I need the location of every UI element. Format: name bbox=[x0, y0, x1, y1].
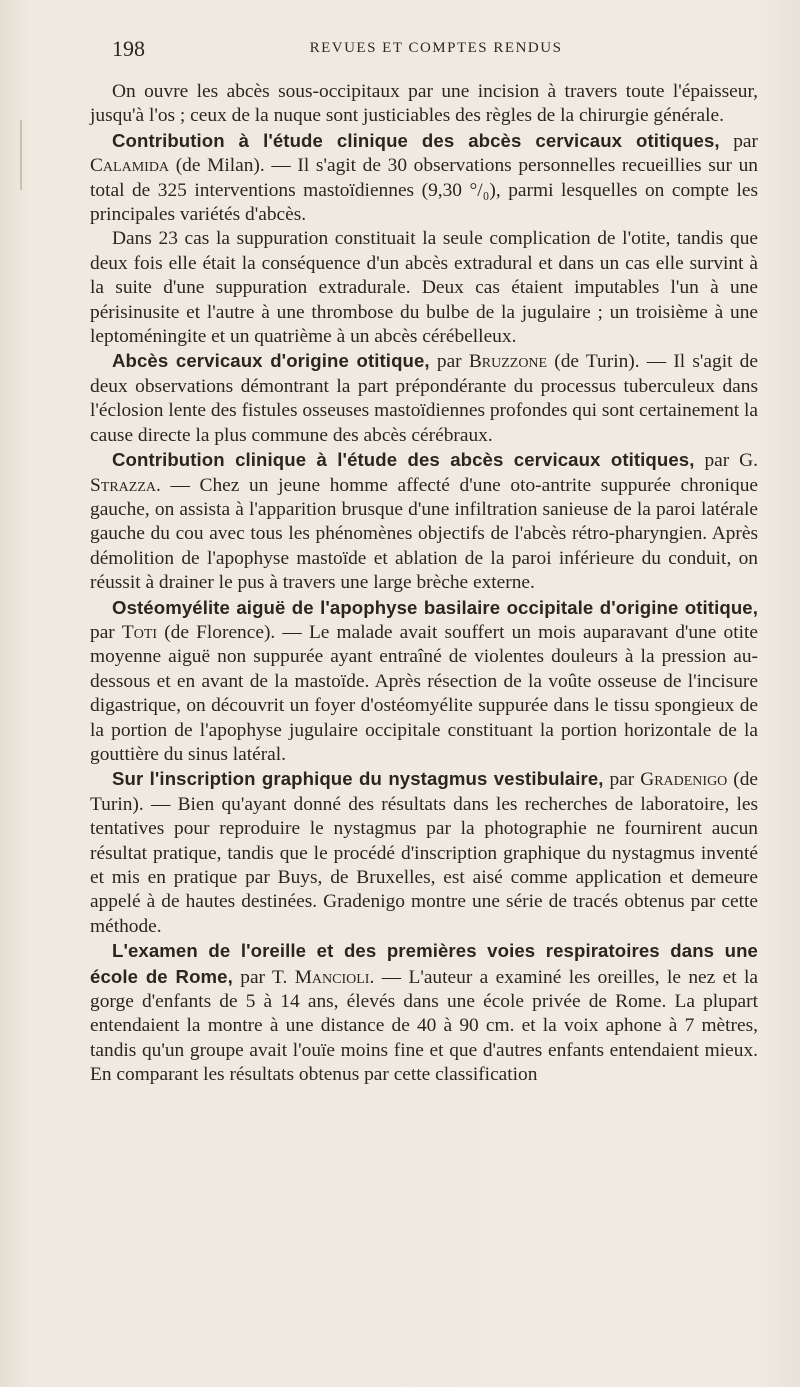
article-byline-lead: par bbox=[429, 351, 469, 373]
article-entry bbox=[90, 939, 758, 1087]
page-header bbox=[112, 36, 760, 64]
article-author: Toti bbox=[121, 621, 158, 643]
article-heading: Contribution à l'étude clinique des abcès cervicaux otitiques, bbox=[112, 129, 720, 151]
article-text: (de Florence). — Le malade avait souffert un mois auparavant d'une otite moyenne aiguë non suppurée ayant entraîné de violentes douleurs à la pression au-dessous et en avant de la mastoïde. Après résection de la voûte osseuse de l'incisure digastrique, on découvrit un foyer d'ostéomyélite suppurée dans le tissu spongieux de la portion de l'apophyse jugulaire occipitale constituant la portion horizontale de la gouttière du sinus latéral. bbox=[90, 621, 758, 765]
article-heading: Ostéomyélite aiguë de l'apophyse basilaire occipitale d'origine otitique, bbox=[112, 596, 758, 618]
paragraph bbox=[90, 80, 758, 129]
running-head: REVUES ET COMPTES RENDUS bbox=[309, 40, 563, 56]
article-entry bbox=[90, 129, 758, 228]
page-number: 198 bbox=[112, 36, 145, 61]
article-author: Calamida bbox=[90, 155, 170, 177]
article-author: Bruzzone bbox=[468, 351, 548, 373]
article-byline-lead: par bbox=[90, 621, 122, 643]
article-text: . — Chez un jeune homme affecté d'une oto-antrite suppurée chronique gauche, on assista à l'apparition brusque d'une infiltration sanieuse de la paroi latérale gauche du cou avec tous les phénomènes objectifs de l'abcès rétro-pharyngien. Après démolition de l'apophyse mastoïde et ablation de la paroi inférieure du conduit, on réussit à drainer le pus à travers une large brèche externe. bbox=[90, 474, 758, 594]
article-entry bbox=[90, 448, 758, 595]
article-entry bbox=[90, 349, 758, 448]
article-byline-lead: par bbox=[603, 769, 641, 791]
article-byline-lead: par T. bbox=[232, 966, 295, 988]
article-entry bbox=[90, 767, 758, 939]
article-text: (de Turin). — Bien qu'ayant donné des résultats dans les recherches de laboratoire, les tentatives pour reproduire le nystagmus par la photographie ne fournirent aucun résultat pratique, tandis que le procédé d'inscription graphique du nystagmus inventé et mis en pratique par Buys, de Bruxelles, est aisé comme application et demeure appelé à de hautes destinées. Gradenigo montre une série de tracés obtenus par cette méthode. bbox=[90, 769, 758, 937]
body-text bbox=[90, 80, 758, 1088]
paragraph bbox=[90, 227, 758, 349]
article-heading: Abcès cervicaux d'origine otitique, bbox=[112, 350, 430, 372]
article-byline-lead: par bbox=[719, 130, 758, 152]
article-heading: Contribution clinique à l'étude des abcès cervicaux otitiques, bbox=[112, 449, 695, 471]
paragraph-text: On ouvre les abcès sous-occipitaux par une incision à travers toute l'épaisseur, jusqu'à l'os ; ceux de la nuque sont justiciables des règles de la chirurgie générale. bbox=[90, 81, 758, 127]
article-text: (de Milan). — Il s'agit de 30 observations personnelles recueillies sur un total de 325 interventions mastoïdiennes (9,30 °/₀), parmi lesquelles on compte les principales variétés d'abcès. bbox=[90, 155, 758, 226]
paragraph-text: Dans 23 cas la suppuration constituait la seule complication de l'otite, tandis que deux fois elle était la conséquence d'un abcès extradural et dans un cas elle survint à la suite d'une suppuration extradurale. Deux cas étaient imputables l'un à une périsinusite et l'autre à une thrombose du bulbe de la jugulaire ; un troisième à une leptoméningite et un quatrième à un abcès cérébelleux. bbox=[90, 228, 758, 348]
article-author: Strazza bbox=[90, 474, 156, 496]
article-entry bbox=[90, 596, 758, 768]
article-text: . — L'auteur a examiné les oreilles, le nez et la gorge d'enfants de 5 à 14 ans, élevés dans une école privée de Rome. La plupart entendaient la montre à une distance de 40 à 90 cm. et la voix aphone à 7 mètres, tandis qu'un groupe avait l'ouïe moins fine et que d'autres enfants entendaient mieux. En comparant les résultats obtenus par cette classification bbox=[90, 966, 758, 1086]
article-author: Mancioli bbox=[294, 966, 370, 988]
scan-margin-shadow bbox=[20, 120, 22, 190]
article-text: (de Turin). — Il s'agit de deux observations démontrant la part prépondérante du processus tuberculeux dans l'éclosion lente des fistules osseuses mastoïdiennes profondes qui sont certainement la cause directe la plus commune des abcès cérébraux. bbox=[90, 351, 759, 446]
article-byline-lead: par G. bbox=[694, 450, 758, 472]
article-heading: L'examen de l'oreille et des premières voies respiratoires dans une école de Rome, bbox=[90, 940, 758, 987]
article-heading: Sur l'inscription graphique du nystagmus vestibulaire, bbox=[112, 768, 604, 790]
article-author: Gradenigo bbox=[640, 769, 728, 791]
